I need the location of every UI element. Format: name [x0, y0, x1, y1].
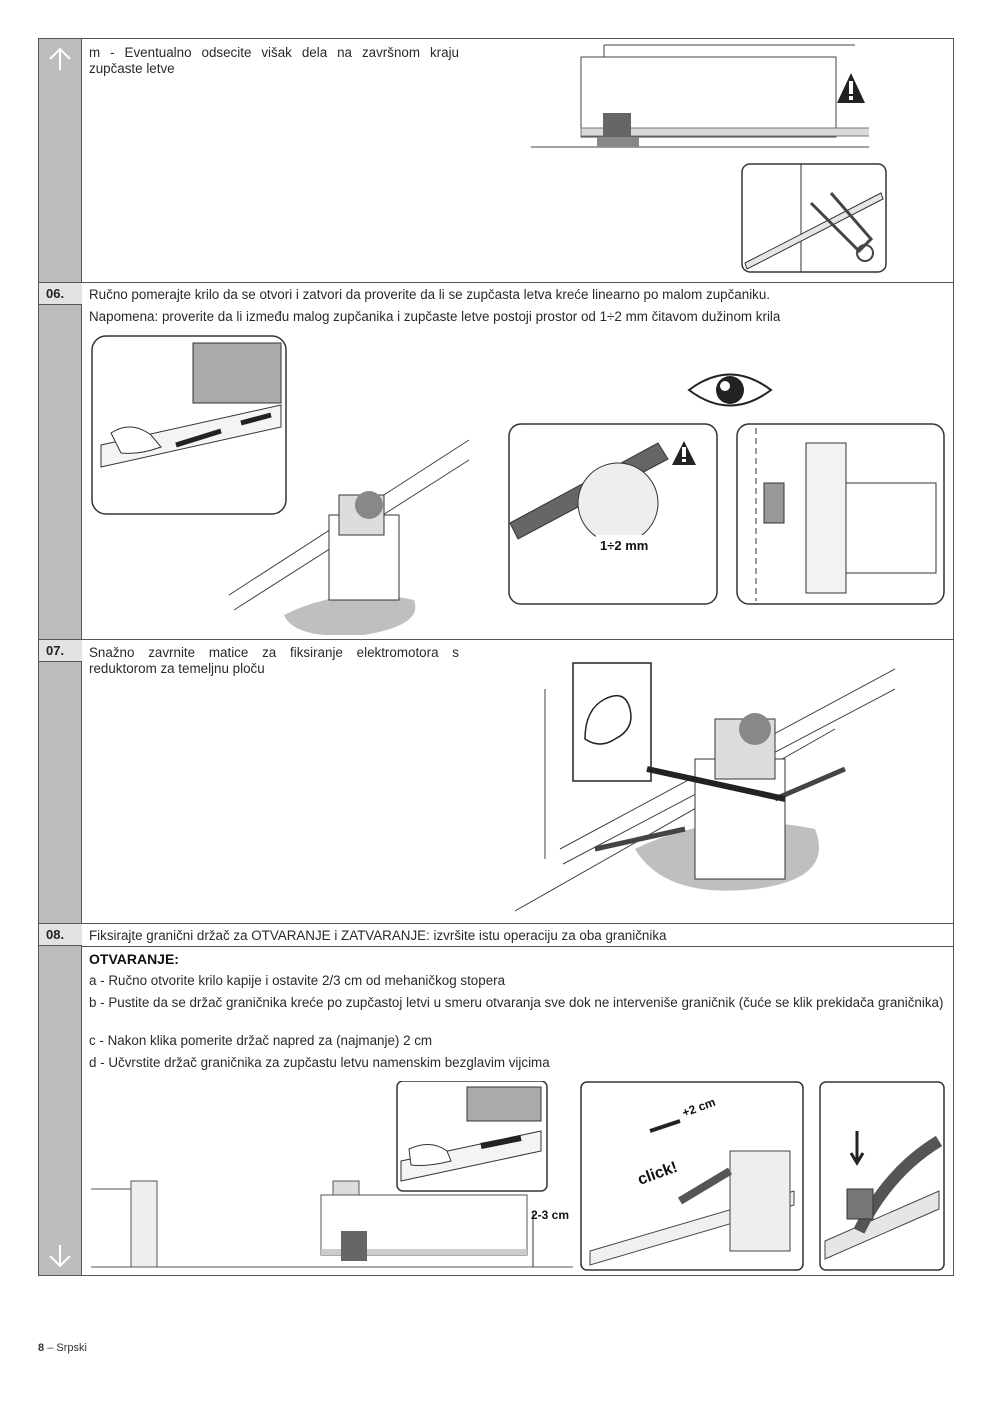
plus-label: +2 cm — [680, 1094, 718, 1120]
row-divider — [39, 923, 953, 924]
gap-detail-figure — [508, 423, 718, 605]
step-08-b: b - Pustite da se držač graničnika kreće po zupčastoj letvi u smeru otvaranja sve dok ne interveniše graničnik (čuće se klik prekidača graničnika) — [89, 995, 944, 1010]
page-number: 8 — [38, 1342, 45, 1354]
step-06-number: 06. — [39, 283, 82, 305]
step-06-line2: Napomena: proverite da li između malog zupčanika i zupčaste letve postoji prostor od 1÷2 mm čitavom dužinom krila — [89, 309, 781, 324]
footer-language: – Srpski — [47, 1342, 87, 1354]
step-07-number: 07. — [39, 640, 82, 662]
dim-label: 2-3 cm — [531, 1208, 570, 1222]
grub-screw-figure — [819, 1081, 945, 1271]
click-label: click! — [635, 1158, 680, 1189]
row-divider — [39, 282, 953, 283]
side-view-detail-figure — [736, 423, 945, 605]
step-m-text: m - Eventualno odsecite višak dela na završnom kraju zupčaste letve — [89, 45, 459, 76]
page-footer — [38, 1342, 87, 1354]
gap-label: 1÷2 mm — [600, 538, 649, 553]
sub-divider — [82, 946, 953, 947]
step-08-a: a - Ručno otvorite krilo kapije i ostavite 2/3 cm od mehaničkog stopera — [89, 973, 506, 988]
motor-rack-figure — [224, 435, 474, 635]
tighten-nuts-figure — [515, 649, 935, 917]
step-06-line1: Ručno pomerajte krilo da se otvori i zatvori da proverite da li se zupčasta letva kreće linearno po malom zupčaniku. — [89, 287, 771, 302]
step-08-d: d - Učvrstite držač graničnika za zupčastu letvu namenskim bezglavim vijcima — [89, 1055, 550, 1070]
eye-icon — [687, 367, 773, 413]
step-08-heading: OTVARANJE: — [89, 951, 179, 967]
step-08-number: 08. — [39, 924, 82, 946]
gate-overview-figure — [529, 43, 869, 153]
row-divider — [39, 639, 953, 640]
instruction-page — [38, 38, 954, 1276]
step-07-text: Snažno zavrnite matice za fiksiranje elektromotora s reduktorom za temeljnu ploču — [89, 645, 459, 676]
arrow-up-icon[interactable] — [45, 44, 75, 74]
step-08-intro: Fiksirajte granični držač za OTVARANJE i ZATVARANJE: izvršite istu operaciju za oba graničnika — [89, 928, 667, 943]
limit-switch-click-figure — [580, 1081, 804, 1271]
gate-stopper-figure — [91, 1081, 573, 1271]
arrow-down-icon[interactable] — [45, 1241, 75, 1271]
step-08-c: c - Nakon klika pomerite držač napred za (najmanje) 2 cm — [89, 1033, 433, 1048]
saw-cut-detail-figure — [741, 163, 887, 273]
